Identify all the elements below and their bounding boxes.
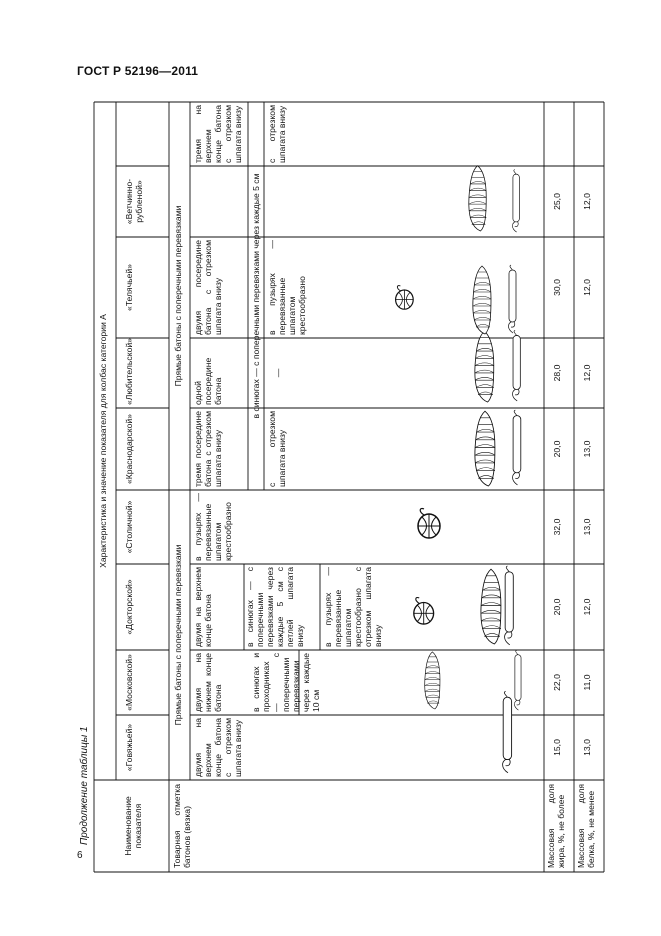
- fat-value-6: 30,0: [552, 279, 562, 296]
- sausage-plain-moskovskaya-icon: [514, 650, 521, 710]
- fat-value-0: 15,0: [552, 739, 562, 756]
- column-header-krasnodarskaya: «Краснодарской»: [124, 413, 134, 485]
- sausage-bubble-doktorskaya-icon: [414, 598, 434, 625]
- cell-vetchinno-top: тремя на верхнем конце батона с отрезком шпагата внизу: [193, 105, 243, 163]
- rotated-table: [94, 102, 604, 872]
- cell-doktorskaya-top: двумя на верхнем конце батона: [193, 567, 213, 647]
- protein-value-7: 12,0: [582, 193, 592, 210]
- sausage-net-lyubitelskaya-icon: [475, 331, 494, 402]
- column-header-telyachya: «Телячьей»: [124, 263, 134, 312]
- sausage-plain-vetchinno-icon: [512, 170, 519, 233]
- indicator-column-header: Наименование показателя: [123, 796, 143, 856]
- column-header-govyazhya: «Говяжьей»: [124, 723, 134, 772]
- cell-doktorskaya-bottom: в пузырях — перевязанные шпагатом крестообразно с отрезком шпагата внизу: [323, 567, 383, 647]
- row-label-fat: Массовая доля жира, %, не более: [546, 784, 566, 868]
- cell-govyazhya: двумя на верхнем конце батона с отрезком шпагата внизу: [193, 718, 243, 777]
- sausage-net-moskovskaya-icon: [425, 652, 440, 709]
- sausage-plain-doktorskaya-icon: [505, 566, 514, 645]
- sausage-bubble-telyachya-icon: [396, 286, 414, 310]
- cell-lyubitelskaya-bottom: —: [273, 368, 283, 378]
- cell-vetchinno-bottom: с отрезком шпагата внизу: [267, 105, 287, 163]
- fat-value-3: 32,0: [552, 518, 562, 536]
- sausage-plain-lyubitelskaya-icon: [513, 330, 521, 401]
- column-header-vetchinno: «Ветчинно-рубленой»: [124, 178, 145, 225]
- span-straight-batons-2: Прямые батоны с поперечными перевязками: [173, 205, 183, 387]
- fat-value-2: 20,0: [552, 598, 562, 616]
- sausage-plain-krasnodarskaya-icon: [513, 410, 521, 485]
- document-header: ГОСТ Р 52196—2011: [77, 64, 199, 78]
- protein-value-4: 13,0: [582, 440, 592, 458]
- cell-telyachya-bottom: в пузырях — перевязанные шпагатом крестообразно: [267, 240, 307, 335]
- protein-value-0: 13,0: [582, 739, 592, 756]
- protein-value-5: 12,0: [582, 364, 592, 382]
- sausage-net-doktorskaya-icon: [481, 569, 501, 644]
- column-header-stolichnaya: «Столичной»: [124, 500, 134, 554]
- row-label-protein: Массовая доля белка, %, не менее: [576, 784, 596, 868]
- sausage-bubble-stolichnaya-icon: [418, 508, 440, 538]
- sausage-plain-telyachya-icon: [509, 265, 517, 333]
- sausage-net-vetchinno-icon: [469, 166, 486, 231]
- sausage-net-krasnodarskaya-icon: [475, 411, 495, 486]
- sausage-plain-govyazhya-icon: [503, 691, 512, 773]
- protein-value-6: 12,0: [582, 279, 592, 296]
- cell-stolichnaya: в пузырях — перевязанные шпагатом крестообразно: [193, 493, 233, 561]
- cell-krasnodarskaya-bottom: с отрезком шпагата внизу: [267, 411, 287, 487]
- page-number: 6: [77, 850, 83, 861]
- cell-krasnodarskaya-top: тремя посередине батона с отрезком шпагата внизу: [193, 411, 223, 487]
- column-header-doktorskaya: «Докторской»: [124, 579, 134, 635]
- row-label-marking: Товарная отметка батонов (вязка): [172, 784, 192, 868]
- cell-moskovskaya-bottom: в синюгах и проходниках — с поперечными перевязками через каждые 10 см: [251, 653, 321, 712]
- column-header-moskovskaya: «Московской»: [124, 654, 134, 711]
- fat-value-1: 22,0: [552, 674, 562, 691]
- cell-moskovskaya-top: двумя на нижнем конце батона: [193, 653, 223, 712]
- protein-value-2: 12,0: [582, 598, 592, 616]
- sausage-net-telyachya-icon: [473, 266, 491, 334]
- span-straight-batons-1: Прямые батоны с поперечными перевязками: [173, 544, 183, 726]
- span-synyug-ties: в синюгах — с поперечными перевязками через каждые 5 см: [251, 173, 261, 419]
- table-continuation-caption: Продолжение таблицы 1: [79, 726, 90, 845]
- cell-telyachya-top: двумя посередине батона с отрезком шпагата внизу: [193, 240, 223, 335]
- fat-value-4: 20,0: [552, 440, 562, 458]
- column-header-lyubitelskaya: «Любительской»: [124, 338, 134, 405]
- fat-value-5: 28,0: [552, 364, 562, 382]
- table-grid: [94, 102, 604, 872]
- group-header: Характеристика и значение показателя для колбас категории А: [98, 314, 108, 568]
- fat-value-7: 25,0: [552, 193, 562, 210]
- cell-doktorskaya-mid: в синюгах — с поперечными перевязками через каждые 5 см с петлей шпагата внизу: [245, 567, 305, 647]
- cell-lyubitelskaya-top: одной посередине батона: [193, 357, 223, 405]
- protein-value-1: 11,0: [582, 674, 592, 691]
- protein-value-3: 13,0: [582, 518, 592, 536]
